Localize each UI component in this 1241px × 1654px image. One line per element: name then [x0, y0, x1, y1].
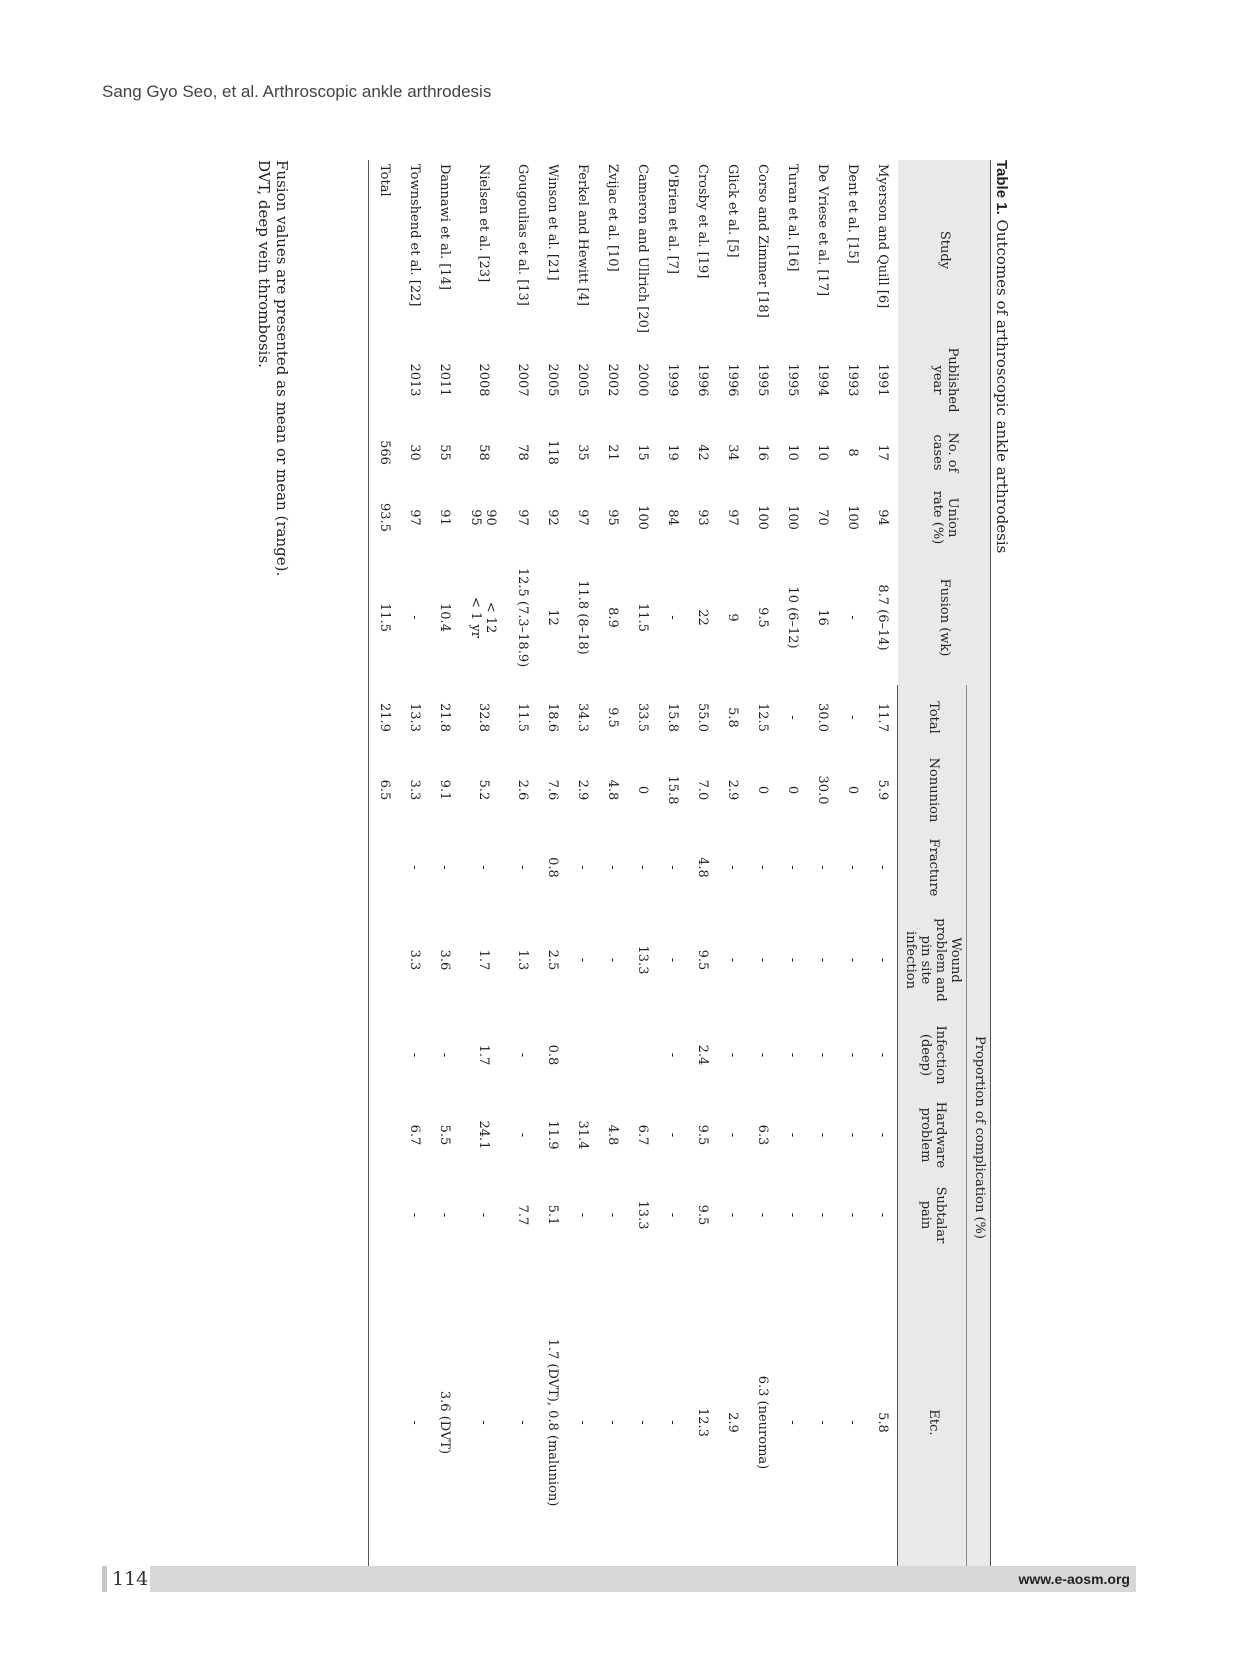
cell-year [369, 340, 400, 420]
cell-cases: 10 [814, 444, 830, 461]
cell-total: 11.7 [874, 703, 890, 732]
footer-left-bar [102, 1566, 107, 1592]
cell-year: 2011 [436, 363, 452, 397]
header-no-of-cases: No. of cases [898, 420, 991, 485]
cell-union-rate: 100 [754, 505, 770, 530]
cell-subtalar: - [604, 1212, 620, 1218]
cell-subtalar: 5.1 [544, 1204, 560, 1226]
cell-total: 34.3 [574, 703, 590, 732]
cell-nonunion: 4.8 [604, 779, 620, 801]
cell-study: Corso and Zimmer [18] [754, 164, 770, 318]
rotated-table-block [252, 160, 1011, 1590]
cell-cases: 566 [369, 420, 400, 485]
cell-infection: - [724, 1052, 740, 1058]
cell-wound: - [754, 957, 770, 963]
cell-subtalar: - [664, 1212, 680, 1218]
cell-cases: 16 [754, 444, 770, 461]
cell-fracture: - [574, 865, 590, 870]
cell-union-rate: 95 [604, 509, 620, 526]
cell-year: 1994 [814, 363, 830, 397]
cell-fracture: - [874, 865, 890, 870]
cell-fracture: - [406, 865, 422, 870]
cell-fracture: - [724, 865, 740, 870]
table-caption [993, 160, 1011, 553]
cell-fusion: 11.5 [634, 603, 650, 632]
cell-fracture: - [604, 865, 620, 870]
cell-year: 2013 [406, 363, 422, 397]
cell-hardware: 24.1 [475, 1120, 491, 1150]
cell-fusion-line1: < 12 [483, 601, 499, 634]
cell-fusion: 16 [814, 609, 830, 626]
cell-fracture: - [844, 865, 860, 870]
cell-study: Ferkel and Hewitt [4] [574, 164, 590, 306]
cell-infection: - [406, 1052, 422, 1058]
header-wound: Wound problem and pin site infection [898, 905, 967, 1015]
cell-nonunion: 5.9 [874, 779, 890, 801]
cell-hardware: - [814, 1132, 830, 1138]
cell-nonunion: 2.9 [724, 779, 740, 801]
footer-bar [150, 1566, 1136, 1592]
cell-year: 1995 [754, 363, 770, 397]
cell-cases: 21 [604, 444, 620, 461]
cell-fusion: 9.5 [754, 607, 770, 628]
cell-fracture: - [436, 865, 452, 870]
header-published-year: Published year [898, 340, 991, 420]
cell-subtalar: 13.3 [634, 1200, 650, 1230]
cell-nonunion: 0 [754, 785, 770, 795]
cell-nonunion: 9.1 [436, 779, 452, 801]
table-row [747, 160, 777, 1590]
table-row [837, 160, 867, 1590]
cell-etc: - [844, 1420, 860, 1425]
cell-year: 2008 [475, 363, 491, 397]
cell-etc: 12.3 [694, 1408, 710, 1437]
table-row [399, 160, 429, 1590]
outcomes-table [368, 160, 991, 1590]
table-row [657, 160, 687, 1590]
cell-etc: - [475, 1420, 491, 1425]
cell-hardware: - [784, 1132, 800, 1138]
cell-hardware: 6.7 [634, 1124, 650, 1146]
page-number: 114 [112, 1568, 149, 1590]
table-caption-text: Outcomes of arthroscopic ankle arthrodesis [993, 219, 1011, 554]
header-etc: Etc. [898, 1255, 967, 1590]
cell-infection: - [754, 1052, 770, 1058]
cell-union-rate: 100 [784, 505, 800, 530]
cell-hardware: - [724, 1132, 740, 1138]
cell-year: 2005 [574, 363, 590, 397]
cell-fusion: 10.4 [436, 603, 452, 632]
cell-nonunion: 0 [784, 785, 800, 795]
cell-study: Townshend et al. [22] [406, 164, 422, 307]
cell-infection [567, 1015, 597, 1095]
cell-total: 30.0 [814, 703, 830, 732]
table-row [507, 160, 537, 1590]
header-nonunion: Nonunion [898, 750, 967, 830]
cell-total: 5.8 [724, 707, 740, 728]
cell-wound: - [604, 957, 620, 963]
cell-subtalar: 9.5 [694, 1204, 710, 1226]
cell-subtalar: - [754, 1212, 770, 1218]
cell-nonunion: 0 [634, 785, 650, 795]
header-fusion: Fusion (wk) [898, 550, 991, 685]
cell-cases: 58 [475, 444, 491, 461]
cell-etc: - [406, 1420, 422, 1425]
cell-cases: 118 [544, 440, 560, 465]
cell-infection: 1.7 [475, 1044, 491, 1066]
cell-etc: - [604, 1420, 620, 1425]
cell-infection: - [874, 1052, 890, 1058]
cell-infection: 0.8 [544, 1044, 560, 1066]
cell-union-rate: 84 [664, 509, 680, 526]
footnote-fusion: Fusion values are presented as mean or mean (range). [273, 160, 291, 577]
cell-study: De Vriese et al. [17] [814, 164, 830, 297]
cell-subtalar: - [874, 1212, 890, 1218]
cell-union-rate-line1: 90 [483, 509, 499, 526]
cell-hardware: 9.5 [694, 1124, 710, 1146]
cell-infection: - [784, 1052, 800, 1058]
cell-total: 21.8 [436, 703, 452, 732]
cell-subtalar: 7.7 [514, 1204, 530, 1226]
running-header: Sang Gyo Seo, et al. Arthroscopic ankle arthrodesis [102, 82, 492, 101]
cell-nonunion: 15.8 [664, 775, 680, 805]
cell-fusion: 9 [724, 613, 740, 622]
cell-etc: 1.7 (DVT), 0.8 (malunion) [544, 1338, 560, 1507]
cell-etc: - [574, 1420, 590, 1425]
cell-subtalar: - [724, 1212, 740, 1218]
cell-infection: - [436, 1052, 452, 1058]
cell-study: Gougoulias et al. [13] [514, 164, 530, 306]
cell-wound: 1.7 [475, 949, 491, 971]
cell-total: 12.5 [754, 703, 770, 732]
cell-fracture [369, 830, 400, 905]
cell-etc: - [784, 1420, 800, 1425]
cell-total: 32.8 [475, 703, 491, 732]
cell-hardware: 4.8 [604, 1124, 620, 1146]
header-study: Study [898, 160, 991, 340]
cell-fusion: - [664, 615, 680, 620]
cell-total: 18.6 [544, 703, 560, 732]
cell-etc: - [664, 1420, 680, 1425]
cell-year: 2000 [634, 363, 650, 397]
cell-cases: 15 [634, 444, 650, 461]
cell-union-rate: 97 [574, 509, 590, 526]
cell-cases: 35 [574, 444, 590, 461]
cell-fusion: 12.5 (7.3–18.9) [514, 567, 530, 668]
cell-study: Nielsen et al. [23] [475, 164, 491, 283]
cell-fracture: - [754, 865, 770, 870]
cell-cases: 42 [694, 444, 710, 461]
table-row [717, 160, 747, 1590]
cell-union-rate-line2: 95 [468, 509, 484, 526]
cell-study: Turan et al. [16] [784, 164, 800, 272]
cell-union-rate: 94 [875, 509, 891, 526]
header-union-rate: Union rate (%) [898, 485, 991, 550]
header-hardware: Hardware problem [898, 1095, 967, 1175]
cell-year: 2007 [514, 363, 530, 397]
table-row [777, 160, 807, 1590]
table-body [369, 160, 898, 1590]
cell-union-rate [459, 485, 507, 550]
cell-cases: 78 [514, 444, 530, 461]
cell-wound: 2.5 [544, 949, 560, 971]
cell-fracture: - [784, 865, 800, 870]
cell-year: 1991 [875, 363, 891, 397]
table-row [537, 160, 567, 1590]
cell-year: 2005 [544, 363, 560, 397]
cell-fusion: 11.5 [369, 550, 400, 685]
cell-wound: - [814, 957, 830, 963]
cell-study: Crosby et al. [19] [694, 164, 710, 279]
cell-nonunion: 2.6 [514, 779, 530, 801]
table-row [597, 160, 627, 1590]
cell-subtalar: - [406, 1212, 422, 1218]
cell-fusion: 22 [694, 609, 710, 626]
cell-year: 1996 [694, 363, 710, 397]
cell-cases: 30 [406, 444, 422, 461]
header-fracture: Fracture [898, 830, 967, 905]
cell-infection: 2.4 [694, 1044, 710, 1066]
cell-total: 33.5 [634, 703, 650, 732]
cell-study: Dannawi et al. [14] [436, 164, 452, 290]
cell-year: 1995 [784, 363, 800, 397]
cell-hardware: - [874, 1132, 890, 1138]
cell-subtalar: - [784, 1212, 800, 1218]
cell-wound: - [784, 957, 800, 963]
cell-total: 21.9 [369, 685, 400, 750]
cell-wound: - [724, 957, 740, 963]
cell-union-rate: 97 [406, 509, 422, 526]
cell-union-rate: 97 [724, 509, 740, 526]
table-row [807, 160, 837, 1590]
header-subtalar: Subtalar pain [898, 1175, 967, 1255]
cell-union-rate: 91 [436, 509, 452, 526]
cell-nonunion: 7.6 [544, 779, 560, 801]
cell-nonunion: 6.5 [369, 750, 400, 830]
cell-infection: - [514, 1052, 530, 1058]
cell-total: 11.5 [514, 703, 530, 732]
table-row [429, 160, 459, 1590]
cell-wound: - [874, 957, 890, 963]
cell-union-rate: 93 [694, 509, 710, 526]
footnote-dvt: DVT, deep vein thrombosis. [255, 160, 273, 368]
cell-fusion: 8.9 [604, 607, 620, 628]
cell-wound: 9.5 [694, 949, 710, 971]
cell-cases: 19 [664, 444, 680, 461]
cell-total: - [784, 715, 800, 720]
cell-hardware: 6.7 [406, 1124, 422, 1146]
cell-union-rate: 100 [844, 505, 860, 530]
cell-year: 1993 [844, 363, 860, 397]
header-complication-group: Proportion of complication (%) [967, 685, 991, 1590]
cell-study: Dent et al. [15] [844, 164, 860, 264]
table-caption-label: Table 1. [993, 160, 1010, 215]
cell-hardware: 11.9 [544, 1120, 560, 1150]
cell-subtalar: - [475, 1212, 491, 1218]
cell-union-rate: 70 [814, 509, 830, 526]
cell-nonunion: 7.0 [694, 779, 710, 801]
cell-subtalar [369, 1175, 400, 1255]
journal-url: www.e-aosm.org [1018, 1571, 1130, 1587]
cell-hardware: 6.3 [754, 1124, 770, 1146]
cell-fracture: 0.8 [544, 857, 560, 878]
cell-infection: - [844, 1052, 860, 1058]
cell-subtalar: - [436, 1212, 452, 1218]
cell-union-rate: 93.5 [369, 485, 400, 550]
cell-fusion: - [844, 615, 860, 620]
cell-hardware [369, 1095, 400, 1175]
cell-infection [369, 1015, 400, 1095]
cell-wound: 3.3 [406, 949, 422, 971]
cell-fusion: 12 [544, 609, 560, 626]
cell-nonunion: 2.9 [574, 779, 590, 801]
cell-wound: 13.3 [634, 945, 650, 975]
cell-union-rate: 100 [634, 505, 650, 530]
cell-year: 1996 [724, 363, 740, 397]
cell-total: - [844, 715, 860, 720]
cell-fusion: 11.8 (8–18) [574, 580, 590, 655]
cell-nonunion: 0 [844, 785, 860, 795]
cell-study: O'Brien et al. [7] [664, 164, 680, 274]
cell-hardware: - [664, 1132, 680, 1138]
cell-cases: 34 [724, 444, 740, 461]
cell-cases: 17 [875, 444, 891, 461]
cell-hardware: 5.5 [436, 1124, 452, 1146]
cell-wound [369, 905, 400, 1015]
cell-fusion-line2: < 1 yr [468, 597, 484, 638]
cell-year: 2002 [604, 363, 620, 397]
cell-total: 9.5 [604, 707, 620, 728]
cell-subtalar: - [844, 1212, 860, 1218]
cell-subtalar: - [574, 1212, 590, 1218]
cell-wound: 3.6 [436, 949, 452, 971]
table-footnote [255, 160, 291, 576]
cell-total: 13.3 [406, 703, 422, 732]
cell-study: Zvijac et al. [10] [604, 164, 620, 272]
cell-fracture: - [634, 865, 650, 870]
cell-wound: - [574, 957, 590, 963]
cell-nonunion: 30.0 [814, 775, 830, 805]
table-total-row [369, 160, 400, 1590]
cell-study: Winson et al. [21] [544, 164, 560, 281]
cell-infection [597, 1015, 627, 1095]
cell-etc: 3.6 (DVT) [436, 1390, 452, 1455]
cell-total: 15.8 [664, 703, 680, 732]
cell-cases: 55 [436, 444, 452, 461]
cell-infection [627, 1015, 657, 1095]
cell-etc: - [634, 1420, 650, 1425]
cell-hardware: 31.4 [574, 1120, 590, 1150]
cell-wound: - [844, 957, 860, 963]
cell-fracture: - [814, 865, 830, 870]
cell-hardware: - [514, 1132, 530, 1138]
table-row [567, 160, 597, 1590]
table-row [867, 160, 898, 1590]
table-row [459, 160, 507, 1590]
cell-fracture: - [664, 865, 680, 870]
cell-fracture: - [514, 865, 530, 870]
cell-nonunion: 5.2 [475, 779, 491, 801]
cell-study: Glick et al. [5] [724, 164, 740, 258]
cell-etc: 6.3 (neuroma) [754, 1375, 770, 1470]
cell-fracture: 4.8 [694, 857, 710, 878]
cell-etc: - [514, 1420, 530, 1425]
cell-cases: 10 [784, 444, 800, 461]
cell-study: Myerson and Quill [6] [875, 164, 891, 309]
cell-etc [369, 1255, 400, 1590]
cell-study: Total [369, 160, 400, 340]
cell-fusion: 8.7 (6–14) [875, 584, 891, 651]
header-total: Total [898, 685, 967, 750]
cell-union-rate: 97 [514, 509, 530, 526]
cell-hardware: - [844, 1132, 860, 1138]
cell-union-rate: 92 [544, 509, 560, 526]
table-row [627, 160, 657, 1590]
cell-year: 1999 [664, 363, 680, 397]
cell-infection: - [664, 1052, 680, 1058]
cell-cases: 8 [844, 448, 860, 457]
cell-fracture: - [475, 865, 491, 870]
cell-fusion: - [406, 615, 422, 620]
cell-nonunion: 3.3 [406, 779, 422, 801]
cell-fusion [459, 550, 507, 685]
cell-infection: - [814, 1052, 830, 1058]
cell-study: Cameron and Ullrich [20] [634, 164, 650, 333]
table-row [687, 160, 717, 1590]
cell-fusion: 10 (6–12) [784, 586, 800, 649]
header-infection: Infection (deep) [898, 1015, 967, 1095]
cell-etc: - [814, 1420, 830, 1425]
cell-wound: - [664, 957, 680, 963]
cell-etc: 2.9 [724, 1412, 740, 1433]
cell-total: 55.0 [694, 703, 710, 732]
cell-etc: 5.8 [874, 1412, 890, 1433]
cell-subtalar: - [814, 1212, 830, 1218]
cell-wound: 1.3 [514, 949, 530, 971]
